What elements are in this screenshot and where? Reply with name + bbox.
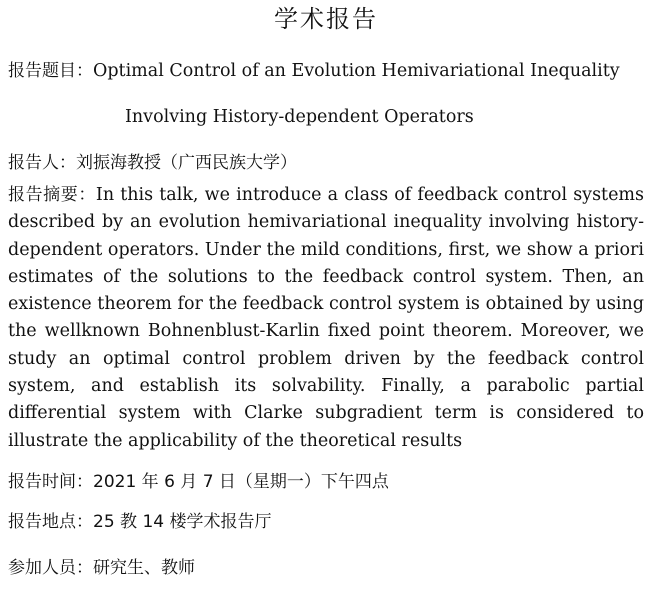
time-value: 2021 年 6 月 7 日（星期一）下午四点 (93, 471, 389, 492)
abstract-paragraph (8, 182, 644, 455)
location-label: 报告地点： (8, 511, 93, 532)
time-label: 报告时间： (8, 471, 93, 492)
announcement-page (0, 4, 654, 598)
attendees-row (8, 555, 644, 581)
attendees-label: 参加人员： (8, 557, 93, 578)
topic-line1: Optimal Control of an Evolution Hemivariational Inequality (93, 61, 620, 81)
topic-label: 报告题目： (8, 61, 93, 81)
attendees-value: 研究生、教师 (93, 557, 195, 578)
topic-row (8, 58, 644, 84)
abstract-label: 报告摘要： (8, 185, 96, 205)
page-title: 学术报告 (274, 5, 378, 33)
location-row (8, 509, 644, 535)
speaker-label: 报告人： (8, 153, 76, 173)
topic-line2: Involving History-dependent Operators (125, 107, 474, 127)
abstract-text: In this talk, we introduce a class of feedback control systems described by an evolution hemivariational inequality involving history-dependent operators. Under the mild conditions, first, we show a priori estimates of the solutions to the feedback control system. Then, an existence theorem for the feedback control system is obtained by using the wellknown Bohnenblust-Karlin fixed point theorem. Moreover, we study an optimal control problem driven by the feedback control system, and establish its solvability. Finally, a parabolic partial differential system with Clarke subgradient term is considered to illustrate the applicability of the theoretical results (8, 185, 645, 451)
time-row (8, 469, 644, 495)
location-value: 25 教 14 楼学术报告厅 (93, 511, 272, 532)
speaker-value: 刘振海教授（广西民族大学） (76, 153, 297, 173)
speaker-row (8, 150, 644, 176)
